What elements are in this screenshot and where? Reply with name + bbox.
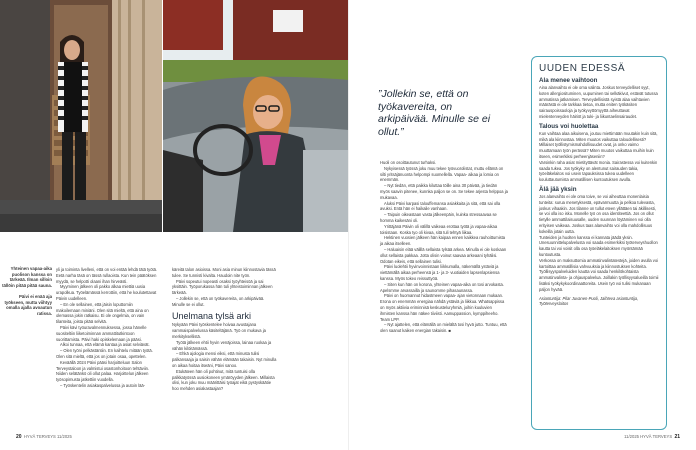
col2-paragraph: käreitä talon asioissa. Moni asia minun kiinnostavia tässä tulee. Se tunnisti kivalta. Haudoin nite työn. [172, 267, 276, 278]
col1-paragraph: yli ja toiminta livelleni, että on voi entää lehdä tätä työtä. Eetä narha täsä on tässä rullaoista. Kun tein päätöksen myydä, se helpotti olaani ihan hirveästi. [56, 267, 158, 284]
article-column-1 [56, 267, 158, 389]
sidebar-heading: Älä jää yksin [539, 185, 577, 193]
col1-paragraph: Myyminen jälkeen oli pakko alkaa miettiä uusia urapolkua. Työelämässä kerrottiin, että he koulutettavat Päivin uudelleen. [56, 284, 157, 301]
col1-paragraph: Keväällä 2024 Päivi pääsi harjoitteluun Salon Terveystaloon ja valmistui osastonhoitoon tehtäviin. Niiden selätänkö oli ollut palaa. Harjoittelun jälkeen työsopimusta jatkettiin vuodella. [56, 359, 150, 383]
sidebar-paragraph: Jos alanvaihto ei ole oma toive, se voi aiheuttaa monenlaisia tunteita: surua menetyksestä, epävarmuutta ja pelkoa tulevasta, joskus vihaakin. Jos tilanne on tullut eteen yllättäen tai äkillisesti, se voi olla iso isku. Monelle työ on osa identiteettiä. Jos on ollut tietylle ammattilaisuusalle, uuden suunnan löytäminen voi olla erityisen vaikeaa. Joskus taas alanvaihto voi olla mahdollisuus kokeilla jotain uutta. Tunteiden ja huolten kanssa ei kannata jäädä yksin. Unesuunnittelupalvelusta voi saada esimerkiksi työterveyshuollon kautta tai voi voisit olla osa työeläkelaitoksen myöntämää kuntoutusta. Verkossa on maksuttomia ammatinvalintatestejä, joiden avulla voi kartoittaa ammatillisia vahvuuksia ja kiinnostuksen kohteita. Työllisyyspalveluiden kautta voi saada henkilökohtaista ammatinvalinta- ja ohjauspalvelua. Joillakin työllisyysalueilla toimii lisäksi työkykykoordinaattoreita. Usein työ voi tulisi mukanaan paljon hyvää. [539, 193, 659, 292]
col3-paragraph: Aluksi Päivi karpasi talouffemansa asiakkaita ja sitä, että sai olla avuksi. Entä hän ei haikaile vanhaan. [380, 200, 501, 212]
sidebar-heading: Ala menee vaihtoon [539, 77, 598, 84]
page-number-right: 21 [674, 434, 680, 440]
col3-paragraph: – Haluaisin elää välillä sellaista tylsää arkea. Minulla ei ole koskaan ollut sellaista pakkaa. Jotta olisin voinut saavaa arkeaani tyhälisi. Odotan eikeis, että sellainen tulisi. [380, 246, 507, 264]
col3-paragraph: Huoli on osoittautunut turhaksi. [380, 160, 437, 165]
col1-paragraph: – En ole sellainen, että jäisin loputtomiin makoilemaan miniäni. Olen sitä mieltä, että aina on olemassa jokin ratkaisu. Ei ole ongelmia, on vain tilanteita, joista pitää selvitä. [56, 301, 149, 325]
sidebar-paragraph: Aina alanvaihto ei ole oma valinta. Joskus terveydelliset syyt, koten allergiosituminen, uupuminen tai selkäkivut, estävät tutussa ammatissa jatkamisen. Terveydellisistä syistä alaa vaihtavien määrästä ei ole tarkkaa tietoa, mutta eniten työkäsiten sairauspoissaoloja ja työkyvyttömyyttä aiheuttavat mielenterveyden häiriöt ja tuki- ja liikuntaelinsairaudet. [539, 85, 658, 119]
page-gutter [348, 0, 349, 450]
photo-woman-in-car-image [163, 0, 349, 232]
article-column-2 [172, 267, 278, 392]
col2-paragraph: Nykyään Päivi työskentelee hoivaa avustajana vammaispalvelussa käsiteltäjänä. Työ on mukava ja merkityksellistä. [172, 322, 266, 339]
col3-paragraph: Hektinen vuosien jälkeen hän kaipaa ennen kaikkea rauhoittumista ja aikaa itselleen. [380, 235, 506, 247]
col3-paragraph: Nykyisessä työssä joku muu tekee työvuorolistat, muttu ellämä on silti yritsäjänuonta helpompi suomellella. Vapaa- aikaa ja lomia on enemmän. [380, 165, 504, 183]
sidebar-heading: Talous voi huolettaa [539, 122, 599, 130]
section-heading: Unelmana tylsä arki [172, 310, 252, 321]
magazine-name-right: 11/2025 HYVÄ TERVEYS [624, 434, 673, 439]
col2-paragraph: – Jollekin se, että on työkavereita, on arkipäivää. Minulle se ei ollut. [172, 295, 265, 307]
col3-paragraph: Yrittäjänä Päivin oli välillä vaikeaa erottaa työtä ja vapaa-aikaa toisistaan. Koska tyo oli kivaa, sitä tuli tehtyä liikaa. [380, 223, 498, 235]
page-number-left: 20 [16, 434, 22, 440]
col3-paragraph: – Taipuin oikeastaan vasta jälkeenpäin, kuinka stressaavaa se homma kaikesäni oli. [380, 212, 497, 223]
col3-paragraph: Päivi on huomannut hidastmeen vapaa- ajan vietonnaan mukaan. Erona on enemmän energiaa nähdä ystäviä ja liikkua. Whatsappissa on myös aktiivia eriminnisä keskusteluryhmiä, joihin kuuluvien ihmisten kanssa hän näkee tiiviisti. Aamuppassion, kymppiheeho. Team LPP. [380, 293, 505, 322]
col1-paragraph: – Olen työni pelkästäntiin. En kaihtelu mitään työtä. Olen sitä mieltä, että jos on jotain osaa, opettelen. [56, 348, 153, 359]
col3-paragraph: Päivi luolehtii hyvinvoinnistaan liikkumalla, näkemällä ystäviä ja viettämällä aikaa perheensä ja 1- ja 3- vuotiaiden lapsenlapsiensa kanssa. Myös tokeo reissuttyöä. [380, 264, 500, 281]
col2-paragraph: Työtä jälkeen ehtii hyvin venäjoissa, lainaa ruokaa ja vähän kilöitämässä. [172, 339, 272, 351]
col1-paragraph: Alkoi tunnaa, että elämä kantaa ja asiat selviävät. [60, 342, 150, 348]
article-column-3 [380, 160, 508, 334]
sidebar-title: UUDEN EDESSÄ [539, 63, 626, 74]
footer-left [16, 434, 72, 440]
footer-right [624, 434, 680, 440]
col1-paragraph: – Työskentelin asiakaspalvelussa ja autoin lää- [60, 382, 146, 388]
sidebar-source: Asiantuntija: Pilar Juvanen-Puoli, Jaihteva asiantuntija, Työterveyslaitos [539, 295, 639, 307]
pull-quote: ”Jollekin se, että on työkavereita, on arkipäivää. Minulle se ei ollut.” [378, 88, 491, 138]
col2-paragraph: Päivi sopeutui nopeasti osaksi työyhteisöä ja sai yksittäin. Työporukassa hän tuli yhteistoiminnan jälkeen tärkeää. [172, 278, 273, 296]
col2-paragraph: Etukäteen hän oli pohtinut, mitä tuntuisi olla palkkatyössä uusiokoneen ymäröyyden jälkeen. Millaista olisi, kun joku muu määrittäisi työajat eikä pystyskäätie hoo mehden asiakastaajan? [172, 368, 275, 392]
photo-woman-in-car [163, 0, 349, 232]
col3-paragraph: – Nyt tiedän, että paikka kiluttaa töille aina 30 päivää, ja tiedän myös saavin pitenee, kunnka paljon se on. Se tekee arjesta helppoa ja mukavaa. [380, 183, 508, 200]
sidebar-box [531, 56, 667, 430]
photo-woman-at-door-image [0, 0, 162, 232]
sidebar-paragraph: Kun vaihtaa alaa aikuisena, joutuu miettimään muutakin kuin sitä, mikä ala kiinnostaa. Miten muutos vaikuttaa taloudellisesti? Millaiset työllistymismahdollisuudet ovat, ja onko vaimo muuttamaan työn perässä? Miten muutos vaikuttaa muihin kuin itseen, esimerkiksi perheenjäseniin? Varsinkin raha asiat mietityttävät monia. Sairastessa voi kuitenkin saada tukea. Jos työkyky on alentunut sairauden takia, työeläkelaitos voi usein tapauksissa tukea uudelleen kouluttautumista ammatillisen kuntoutuksen avulla. [539, 130, 658, 183]
col1-paragraph: Päivi kävi työuravalmennuksessa, jossa hänelle suositeltiin liiketoiminnan ammattitutkintoon suorittamista. Päivi haki opiskelemaan ja pääsi. [56, 324, 147, 342]
col3-paragraph: – Siten kun hän on korona, yhteinen vapaa-aika on tosi arvokasta. Apelsmme arvassailla ja saunomme pihasaunassa. [380, 281, 504, 293]
magazine-name-left: HYVÄ TERVEYS 11/2025 [23, 434, 72, 439]
photo-woman-at-door [0, 0, 162, 232]
photo-caption: Yhteinen vapaa-aika puolison kanssa on tärkeää. Ilman silloin tällöin pitää pitää sauna. Päivi ei enää aja työkseen, mutta viihtyy omalla ajalla avoautun ratissa. [2, 266, 52, 316]
col2-paragraph: – Ehkä ajologia mensi eiksi, että minusta tulisi palkansaaja ja saisin vähän elämään takaisin. Nyt minulla on aikaa hoitaa itseäni, Päivi sanoo. [172, 351, 277, 368]
col3-paragraph: – Nyt ajattelen, että elämällä on mielältä tosi hyvä jutto. Tuntuu, että olen saanut kaiken energian takaisin. ■ [380, 322, 507, 334]
